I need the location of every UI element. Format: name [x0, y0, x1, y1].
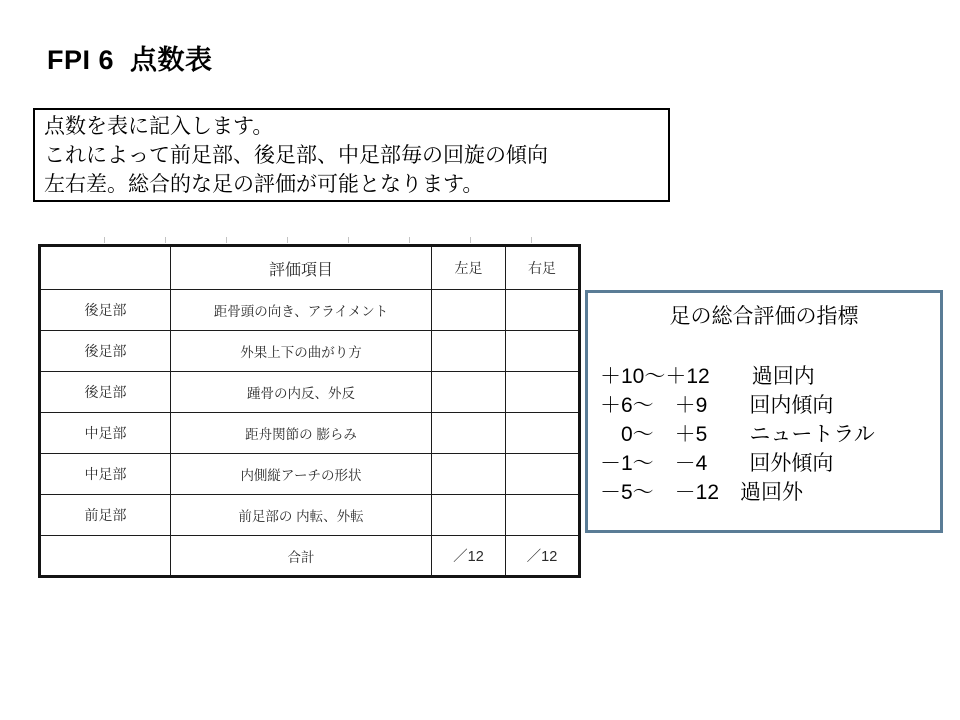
left-score-cell [432, 413, 506, 454]
total-left-score-cell: ／12 [432, 536, 506, 577]
item-cell: 距舟関節の 膨らみ [171, 413, 432, 454]
index-line-hypersupination: －5～ －12 過回外 [600, 481, 804, 504]
region-cell: 前足部 [40, 495, 171, 536]
item-cell: 外果上下の曲がり方 [171, 331, 432, 372]
index-box-title: 足の総合評価の指標 [669, 305, 859, 328]
item-cell: 前足部の 内転、外転 [171, 495, 432, 536]
intro-line: これによって前足部、後足部、中足部毎の回旋の傾向 [44, 144, 548, 167]
region-cell: 中足部 [40, 413, 171, 454]
header-region-blank [40, 246, 171, 290]
header-evaluation-item: 評価項目 [171, 246, 432, 290]
index-line-hyperpronation: ＋10～＋12 過回内 [600, 365, 815, 388]
table-total-row [40, 536, 580, 577]
table-row [40, 290, 580, 331]
spreadsheet-gridline-ticks [44, 237, 579, 243]
table-row [40, 454, 580, 495]
table-row [40, 372, 580, 413]
left-score-cell [432, 290, 506, 331]
item-cell: 踵骨の内反、外反 [171, 372, 432, 413]
total-right-score-cell: ／12 [506, 536, 580, 577]
overall-index-box [585, 290, 943, 533]
table-row [40, 495, 580, 536]
table-header-row [40, 246, 580, 290]
intro-line: 点数を表に記入します。 [44, 115, 274, 138]
header-right-foot: 右足 [506, 246, 580, 290]
score-table [38, 244, 581, 578]
region-cell: 中足部 [40, 454, 171, 495]
right-score-cell [506, 454, 580, 495]
region-cell: 後足部 [40, 372, 171, 413]
right-score-cell [506, 495, 580, 536]
right-score-cell [506, 372, 580, 413]
item-cell: 内側縦アーチの形状 [171, 454, 432, 495]
region-cell: 後足部 [40, 290, 171, 331]
header-left-foot: 左足 [432, 246, 506, 290]
left-score-cell [432, 331, 506, 372]
right-score-cell [506, 331, 580, 372]
index-line-pronation-tendency: ＋6～ ＋9 回内傾向 [600, 394, 834, 417]
intro-text-box [33, 108, 670, 202]
region-cell: 後足部 [40, 331, 171, 372]
table-row [40, 331, 580, 372]
right-score-cell [506, 413, 580, 454]
item-cell: 距骨頭の向き、アライメント [171, 290, 432, 331]
left-score-cell [432, 495, 506, 536]
table-row [40, 413, 580, 454]
region-cell [40, 536, 171, 577]
left-score-cell [432, 372, 506, 413]
index-line-supination-tendency: －1～ －4 回外傾向 [600, 452, 834, 475]
index-line-neutral: 0～ ＋5 ニュートラル [600, 423, 875, 446]
page-title: FPI 6 点数表 [47, 45, 213, 75]
total-label-cell: 合計 [171, 536, 432, 577]
left-score-cell [432, 454, 506, 495]
index-box-lines [588, 362, 940, 507]
intro-line: 左右差。総合的な足の評価が可能となります。 [44, 173, 484, 196]
right-score-cell [506, 290, 580, 331]
